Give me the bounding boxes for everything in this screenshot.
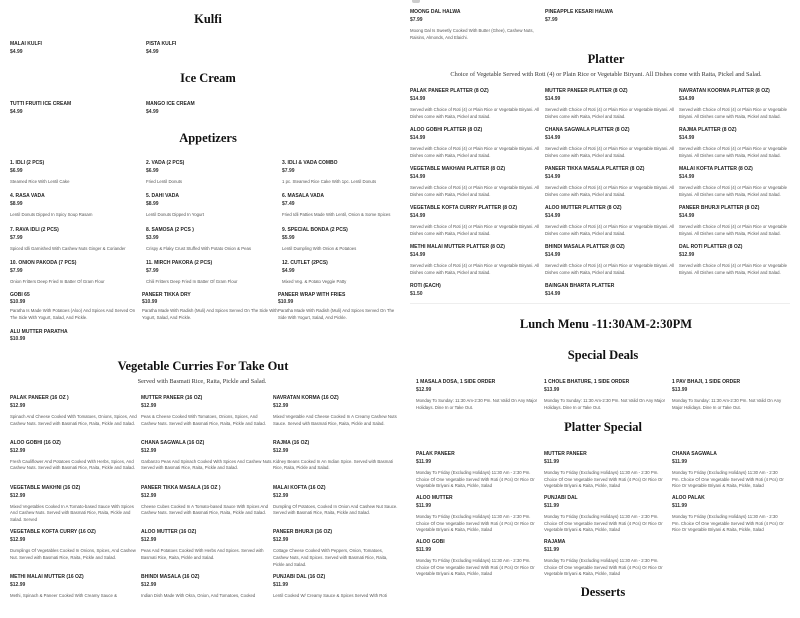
item-description: Peas And Potatoes Cooked With Herbs And Spices. Served with Basmati Rice, Raita, Pickle and Salad. <box>141 548 264 560</box>
menu-item <box>410 243 545 282</box>
item-price: $14.99 <box>410 96 426 102</box>
menu-item <box>679 87 791 126</box>
section-title-appetizers: Appetizers <box>179 131 237 145</box>
menu-item <box>672 378 784 418</box>
menu-item <box>10 439 141 484</box>
item-description: Lentil Dumpling With Onion & Potatoes <box>282 245 357 251</box>
item-price: $14.99 <box>545 135 561 142</box>
menu-item <box>10 484 141 529</box>
menu-item <box>679 126 791 165</box>
menu-item <box>141 484 273 529</box>
item-price: $12.99 <box>141 582 157 589</box>
menu-item <box>679 165 791 204</box>
item-price: $7.49 <box>282 201 295 208</box>
item-price: $7.99 <box>410 17 423 23</box>
item-description: Lentil Donuts Dipped In Yogurt <box>146 212 205 218</box>
item-price: $11.99 <box>672 503 688 509</box>
item-name: TUTTI FRUITI ICE CREAM <box>10 101 72 107</box>
menu-item <box>410 126 545 165</box>
kulfi-list <box>10 40 282 60</box>
menu-item <box>545 204 679 243</box>
item-price: $14.99 <box>679 96 695 102</box>
section-title-ice-cream: Ice Cream <box>180 71 236 85</box>
item-name: ALOO GOBHI (16 OZ) <box>10 439 61 446</box>
item-description: Mixed Veg. & Potato Veggie Patty <box>282 279 347 285</box>
item-price: $12.99 <box>10 537 26 544</box>
appetizers-list <box>10 159 400 293</box>
item-price: $5.99 <box>282 234 295 241</box>
menu-item <box>273 439 398 484</box>
item-price: $14.99 <box>679 213 695 220</box>
item-price: $14.99 <box>410 135 426 142</box>
item-description: Monday To Sunday: 11:30 Am-2:30 Pm. Not Valid On Any Major Holidays. Dine In or Take Out. <box>672 398 782 410</box>
menu-item <box>10 159 146 192</box>
item-price: $12.99 <box>273 403 289 409</box>
menu-item <box>544 378 672 418</box>
item-name: 5. DAHI VADA <box>146 193 179 200</box>
item-name: 8. SAMOSA (2 PCS ) <box>146 226 194 233</box>
item-name: MALAI KOFTA PLATTER (8 OZ) <box>679 166 753 173</box>
section-title-lunch-menu: Lunch Menu -11:30AM-2:30PM <box>519 317 693 331</box>
item-name: METHI MALAI MUTTER PLATTER (8 OZ) <box>410 244 505 251</box>
item-price: $13.99 <box>672 387 688 393</box>
menu-item <box>146 40 282 60</box>
menu-item <box>146 159 282 192</box>
curries-list <box>10 394 398 618</box>
item-price: $11.99 <box>416 459 432 465</box>
section-title-special-deals: Special Deals <box>567 348 639 362</box>
menu-item <box>410 87 545 126</box>
menu-item <box>672 494 784 538</box>
item-description: Mixed Vegetable And Cheese Cooked In A Creamy Cashew Nuts Sauce. Served with Basmati Rice, Raita, Pickle and Salad. <box>273 414 397 426</box>
item-price: $12.99 <box>10 582 26 589</box>
item-price: $11.99 <box>416 547 432 553</box>
item-description: Monday To Sunday: 11:30 Am-2:30 Pm. Not Valid On Any Major Holidays. Dine In or Take Out. <box>544 398 666 410</box>
item-description: Cottage Cheese Cooked With Peppers, Onion, Tomatoes, Cashew Nuts, And Spices. Served with Basmati Rice, Raita, Pickle and Salad. <box>273 548 388 567</box>
item-name: METHI MALAI MUTTER (16 OZ) <box>10 574 84 581</box>
item-description: Monday To Friday (Excluding Holidays) 11:30 Am - 2:30 Pm. Choice Of One Vegetable Served With Roti (4 Pcs) Or Rice Or Vegetable Briyani & Raita, Pickle, Salad <box>416 558 535 577</box>
item-name: 1 CHOLE BHATURE, 1 SIDE ORDER <box>544 379 630 385</box>
item-price: $1.50 <box>410 291 423 298</box>
menu-item <box>273 528 398 573</box>
menu-item <box>141 394 273 439</box>
item-price: $14.99 <box>410 213 426 220</box>
special-deals-list <box>416 378 784 418</box>
item-price: $12.99 <box>141 447 157 454</box>
item-price: $14.99 <box>545 96 561 102</box>
section-title-platter: Platter <box>587 52 625 66</box>
platter-list <box>410 87 791 322</box>
item-price: $4.99 <box>146 109 159 115</box>
section-title-desserts: Desserts <box>580 585 626 599</box>
item-description: Served with Choice of Roti (4) or Plain Rice or Vegetable Biryani. All Dishes come with Raita, Pickel and Salad. <box>545 146 675 158</box>
item-price: $14.99 <box>545 252 561 259</box>
item-name: PALAK PANEER PLATTER (8 OZ) <box>410 88 489 94</box>
item-name: PUNJABI DAL <box>544 495 578 501</box>
menu-item <box>273 484 398 529</box>
item-name: ALOO GOBHI PLATTER (8 OZ) <box>410 127 483 134</box>
item-description: Fried Lentil Donuts <box>146 179 183 184</box>
item-price: $12.99 <box>10 447 26 454</box>
item-price: $3.99 <box>146 234 159 241</box>
item-description: Served with Choice of Roti (4) or Plain Rice or Vegetable Biryani. All Dishes come with Raita, Pickel and Salad. <box>679 263 787 275</box>
item-name: MUTTER PANEER (16 OZ) <box>141 395 203 401</box>
item-price: $13.99 <box>544 387 560 393</box>
item-description: Served with Choice of Roti (4) or Plain Rice or Vegetable Biryani. All Dishes come with Raita, Pickel and Salad. <box>410 146 540 158</box>
item-name: PALAK PANEER (16 OZ ) <box>10 395 69 401</box>
item-name: 12. CUTLET (2PCS) <box>282 260 328 267</box>
item-price: $12.99 <box>141 403 157 409</box>
item-name: MUTTER PANEER <box>544 451 587 457</box>
item-price: $12.99 <box>10 492 26 499</box>
item-name: PANEER BHURJI PLATTER (8 OZ) <box>679 205 760 212</box>
item-name: MANGO ICE CREAM <box>146 101 195 107</box>
item-price: $10.99 <box>278 299 294 305</box>
item-name: 11. MIRCH PAKORA (2 PCS) <box>146 260 213 267</box>
item-name: MALAI KULFI <box>10 41 42 47</box>
item-price: $12.99 <box>679 252 695 259</box>
item-name: 2. VADA (2 PCS) <box>146 160 185 166</box>
item-description: Indian Dish Made With Okra, Onion, And Tomatoes, Cooked <box>141 593 256 599</box>
item-name: PANEER TIKKA MASALA PLATTER (8 OZ) <box>545 166 645 173</box>
item-name: CHANA SAGWALA (16 OZ) <box>141 439 205 446</box>
item-price: $7.99 <box>282 168 295 174</box>
item-description: Served with Choice of Roti (4) or Plain Rice or Vegetable Biryani. All Dishes come with Raita, Pickel and Salad. <box>545 224 675 236</box>
item-price: $11.99 <box>544 503 560 509</box>
item-name: RAJMA (16 OZ) <box>273 439 310 446</box>
item-price: $7.99 <box>545 17 558 23</box>
item-name: ROTI (EACH) <box>410 283 441 290</box>
menu-item <box>545 126 679 165</box>
item-description: Served with Choice of Roti (4) or Plain Rice or Vegetable Biryani. All Dishes come with Raita, Pickel and Salad. <box>410 263 540 275</box>
item-price: $8.99 <box>146 201 159 208</box>
menu-item <box>545 243 679 282</box>
item-name: ALOO MUTTER PLATTER (8 OZ) <box>545 205 622 212</box>
item-price: $11.99 <box>672 459 688 465</box>
item-description: Monday To Friday (Excluding Holidays) 11:30 Am - 2:30 Pm. Choice Of One Vegetable Served With Roti (4 Pcs) Or Rice Or Vegetable Briyani & Raita, Pickle, Salad <box>672 514 784 533</box>
item-name: NAVRATAN KOORMA PLATTER (8 OZ) <box>679 88 770 94</box>
menu-item <box>142 292 278 329</box>
menu-item <box>10 40 146 60</box>
menu-item <box>672 450 784 494</box>
item-description: Monday To Friday (Excluding Holidays) 11:30 Am - 2:30 Pm. Choice Of One Vegetable Served With Roti (4 Pcs) Or Rice Or Vegetable Briyani & Raita, Pickle, Salad <box>416 514 535 533</box>
item-description: Dumplings Of Vegetables Cooked In Onions, Spices, And Cashew Nut. Served with Basmati Rice, Raita, Pickle and Salad. <box>10 548 136 560</box>
item-price: $12.99 <box>273 492 289 499</box>
item-description: Monday To Friday (Excluding Holidays) 11:30 Am - 2:30 Pm. Choice Of One Vegetable Served With Roti (4 Pcs) Or Rice Or Vegetable Briyani & Raita, Pickle, Salad <box>544 558 663 577</box>
item-price: $4.99 <box>10 49 23 55</box>
item-name: PANEER TIKKA DRY <box>142 292 191 298</box>
menu-item <box>10 100 146 120</box>
item-name: BHINDI MASALA PLATTER (8 OZ) <box>545 244 625 251</box>
item-description: Served with Choice of Roti (4) or Plain Rice or Vegetable Biryani. All Dishes come with Raita, Pickel and Salad. <box>679 185 787 197</box>
menu-item <box>410 8 545 48</box>
item-name: VEGETABLE MAKHNI (16 OZ) <box>10 484 81 491</box>
dessert-image-icon <box>412 0 420 3</box>
item-description: Spiced Idli Garnished With Cashew Nuts Ginger & Coriander <box>10 245 126 251</box>
menu-item <box>141 439 273 484</box>
item-name: 6. MASALA VADA <box>282 193 324 200</box>
item-price: $11.99 <box>273 582 289 589</box>
menu-item <box>679 243 791 282</box>
item-description: Monday To Sunday: 11:30 Am-2:30 Pm. Not Valid On Any Major Holidays. Dine In or Take Out. <box>416 398 538 410</box>
item-description: Steamed Rice With Lentil Cake <box>10 179 70 184</box>
item-price: $12.99 <box>10 403 26 409</box>
menu-item <box>273 573 398 618</box>
item-price: $7.99 <box>10 268 23 275</box>
item-price: $12.99 <box>273 447 289 454</box>
item-price: $7.99 <box>10 234 23 241</box>
item-price: $4.99 <box>282 268 295 275</box>
item-price: $7.99 <box>146 268 159 275</box>
item-name: BHINDI MASALA (16 OZ) <box>141 574 200 581</box>
item-price: $8.99 <box>10 201 23 208</box>
menu-item <box>544 538 672 582</box>
menu-item <box>282 192 400 225</box>
menu-item <box>146 100 282 120</box>
item-description: Methi, Spinach & Paneer Cooked With Creamy Sauce & <box>10 593 117 599</box>
menu-item <box>416 450 544 494</box>
item-description: Cheese Cubes Cooked In A Tomato-based Sauce With Spices And Cashew Nuts. Served with Basmati Rice, Raita, Pickle and Salad. <box>141 503 268 516</box>
item-name: 10. ONION PAKODA (7 PCS) <box>10 260 77 267</box>
section-title-kulfi: Kulfi <box>194 12 222 26</box>
item-description: Served with Choice of Roti (4) or Plain Rice or Vegetable Biryani. All Dishes come with Raita, Pickel and Salad. <box>545 185 675 197</box>
menu-item <box>282 226 400 259</box>
item-description: Served with Choice of Roti (4) or Plain Rice or Vegetable Biryani. All Dishes come with Raita, Pickel and Salad. <box>410 224 540 236</box>
item-name: PUNJABI DAL (16 OZ) <box>273 574 326 581</box>
item-name: 1 MASALA DOSA, 1 SIDE ORDER <box>416 379 496 385</box>
menu-item <box>544 494 672 538</box>
menu-item <box>545 87 679 126</box>
item-description: Dumpling Of Potatoes, Cooked In Onion And Cashew Nut Sauce. Served with Basmati Rice, Raita, Pickle and Salad. <box>273 503 398 516</box>
item-description: Served with Choice of Roti (4) or Plain Rice or Vegetable Biryani. All Dishes come with Raita, Pickel and Salad. <box>545 107 675 119</box>
item-name: RAJAMA <box>544 539 566 545</box>
menu-item <box>545 165 679 204</box>
item-price: $4.99 <box>146 49 159 55</box>
item-price: $12.99 <box>141 537 157 544</box>
item-description: Fresh Cauliflower And Potatoes Cooked With Herbs, Spices, And Cashew Nuts. Served with Basmati Rice, Raita, Pickle and Salad. <box>10 458 135 471</box>
menu-item <box>544 450 672 494</box>
item-name: BAINGAN BHARTA PLATTER <box>545 283 615 290</box>
item-name: PANEER TIKKA MASALA (16 OZ ) <box>141 484 221 491</box>
section-subtitle-platter: Choice of Vegetable Served with Roti (4) or Plain Rice or Vegetable Biryani. All Dishes come with Raita, Pickel and Salad. <box>450 71 762 78</box>
item-name: CHANA SAGWALA PLATTER (8 OZ) <box>545 127 630 134</box>
item-price: $10.99 <box>10 336 26 342</box>
item-description: Monday To Friday (Excluding Holidays) 11:30 Am - 2:30 Pm. Choice Of One Vegetable Served With Roti (4 Pcs) Or Rice Or Vegetable Briyani & Raita, Pickle, Salad <box>416 470 535 489</box>
menu-item <box>416 538 544 582</box>
item-description: Served with Choice of Roti (4) or Plain Rice or Vegetable Biryani. All Dishes come with Raita, Pickel and Salad. <box>410 107 540 119</box>
item-price: $14.99 <box>679 174 695 181</box>
menu-item <box>10 292 142 329</box>
item-price: $12.99 <box>141 492 157 499</box>
item-description: Monday To Friday (Excluding Holidays) 11:30 Am - 2:30 Pm. Choice Of One Vegetable Served With Roti (4 Pcs) Or Rice Or Vegetable Briyani & Raita, Pickle, Salad <box>672 470 784 489</box>
section-subtitle-vegetable-curries: Served with Basmati Rice, Raita, Pickle and Salad. <box>137 378 267 385</box>
item-description: Lentil Donuts Dipped In Spicy Soup Rasam <box>10 212 93 218</box>
item-description: Crispy & Flaky Crust Stuffed With Potato Onion & Peas <box>146 245 251 251</box>
item-name: ALOO MUTTER (16 OZ) <box>141 529 197 536</box>
item-price: $14.99 <box>545 291 561 298</box>
item-name: 3. IDLI & VADA COMBO <box>282 160 338 166</box>
menu-item <box>10 226 146 259</box>
item-name: VEGETABLE KOFTA CURRY PLATTER (8 OZ) <box>410 205 518 212</box>
menu-item <box>146 226 282 259</box>
menu-item <box>146 192 282 225</box>
item-price: $14.99 <box>410 252 426 259</box>
item-name: 1 PAV BHAJI, 1 SIDE ORDER <box>672 379 741 385</box>
menu-item <box>545 8 680 48</box>
item-name: VEGETABLE MAKHANI PLATTER (8 OZ) <box>410 166 506 173</box>
item-name: NAVRATAN KORMA (16 OZ) <box>273 395 339 401</box>
item-description: Garbanzo Peas And Spinach Cooked With Spices And Cashew Nuts. Served with Basmati Rice, Raita, Pickle and Salad. <box>141 458 273 471</box>
menu-item <box>141 573 273 618</box>
item-description: Spinach And Cheese Cooked With Tomatoes, Onions, Spices, And Cashew Nuts. Served with Basmati Rice, Raita, Pickle and Salad. <box>10 414 137 426</box>
item-description: Fried Idli Patties Made With Lentil, Onion & Some Spices <box>282 212 391 218</box>
menu-item <box>282 259 400 292</box>
item-name: 9. SPECIAL BONDA (2 PCS) <box>282 226 348 233</box>
item-description: Onion Fritters Deep Fried In Batter Of Gram Flour <box>10 279 105 285</box>
ice-cream-list <box>10 100 282 120</box>
menu-item <box>278 292 400 329</box>
item-price: $14.99 <box>545 213 561 220</box>
section-title-platter-special: Platter Special <box>564 420 642 434</box>
item-description: Paratha Is Made With Potatoes (Aloo) And Spices And Served On The Side With Yogurt, Salad, And Pickle. <box>10 308 136 320</box>
item-name: ALOO MUTTER <box>416 495 453 501</box>
item-description: Served with Choice of Roti (4) or Plain Rice or Vegetable Biryani. All Dishes come with Raita, Pickel and Salad. <box>545 263 675 275</box>
item-name: PINEAPPLE KESARI HALWA <box>545 9 614 15</box>
menu-item <box>282 159 400 192</box>
item-description: Peas & Cheese Cooked With Tomatoes, Onions, Spices, And Cashew Nuts. Served with Basmati Rice, Raita, Pickle and Salad. <box>141 414 266 426</box>
menu-item <box>410 165 545 204</box>
item-description: Monday To Friday (Excluding Holidays) 11:30 Am - 2:30 Pm. Choice Of One Vegetable Served With Roti (4 Pcs) Or Rice Or Vegetable Briyani & Raita, Pickle, Salad <box>544 470 663 489</box>
item-name: 7. RAVA IDLI (2 PCS) <box>10 226 59 233</box>
item-price: $14.99 <box>410 174 426 181</box>
paratha-list <box>10 292 400 366</box>
item-name: ALOO PALAK <box>672 495 705 501</box>
item-description: Moong Dal Is Sweetly Cooked With Butter (Ghee), Cashew Nuts, Raisins, Almonds, And Elaichi. <box>410 28 534 40</box>
menu-item <box>679 204 791 243</box>
platter-special-list <box>416 450 784 582</box>
item-name: GOBI 65 <box>10 292 30 298</box>
section-title-vegetable-curries: Vegetable Curries For Take Out <box>117 359 289 373</box>
item-description: Paratha Made With Radish (Muli) And Spices Served On The Side With Yogurt, Salad, And Pickle. <box>142 308 278 320</box>
item-name: PANEER WRAP WITH FRIES <box>278 292 346 298</box>
item-description: Lentil Cooked W/ Creamy Sauce & Spices Served With Roti <box>273 593 387 599</box>
item-name: RAJMA PLATTER (8 OZ) <box>679 127 737 134</box>
item-name: 1. IDLI (2 PCS) <box>10 160 45 166</box>
item-name: ALOO GOBI <box>416 539 445 545</box>
item-description: Paratha Made With Radish (Muli) And Spices Served On The Side With Yogurt, Salad, And Pickle. <box>278 308 395 320</box>
item-name: VEGETABLE KOFTA CURRY (16 OZ) <box>10 529 96 536</box>
menu-item <box>416 378 544 418</box>
item-name: CHANA SAGWALA <box>672 451 717 457</box>
item-description: 1 pc. Steamed Rice Cake With 1pc. Lentil Donuts <box>282 179 377 184</box>
menu-item <box>10 394 141 439</box>
item-price: $14.99 <box>545 174 561 181</box>
item-price: $10.99 <box>10 299 26 305</box>
section-divider <box>410 303 790 304</box>
item-name: DAL ROTI PLATTER (8 OZ) <box>679 244 743 251</box>
menu-item <box>141 528 273 573</box>
item-description: Served with Choice of Roti (4) or Plain Rice or Vegetable Biryani. All Dishes come with Raita, Pickel and Salad. <box>410 185 540 197</box>
item-price: $14.99 <box>679 135 695 142</box>
item-price: $12.99 <box>273 537 289 544</box>
halwa-list <box>410 8 680 48</box>
menu-item <box>10 259 146 292</box>
item-name: PALAK PANEER <box>416 451 455 457</box>
item-description: Served with Choice of Roti (4) or Plain Rice or Vegetable Biryani. All Dishes come with Raita, Pickel and Salad. <box>679 146 787 158</box>
menu-item <box>273 394 398 439</box>
menu-item <box>10 192 146 225</box>
item-name: MOONG DAL HALWA <box>410 9 461 15</box>
item-price: $6.99 <box>10 168 23 174</box>
item-description: Chili Fritters Deep Fried In Batter Of Gram Flour <box>146 279 238 285</box>
menu-item <box>416 494 544 538</box>
item-name: ALU MUTTER PARATHA <box>10 329 68 335</box>
menu-item <box>10 573 141 618</box>
item-price: $4.99 <box>10 109 23 115</box>
item-price: $6.99 <box>146 168 159 174</box>
item-price: $11.99 <box>544 547 560 553</box>
item-price: $12.99 <box>416 387 432 393</box>
item-price: $11.99 <box>416 503 432 509</box>
item-price: $10.99 <box>142 299 158 305</box>
item-description: Kidney Beans Cooked In An Indian Spice. Served with Basmati Rice, Raita, Pickle and Salad. <box>273 458 393 471</box>
item-name: MUTTER PANEER PLATTER (8 OZ) <box>545 88 628 94</box>
menu-item <box>10 528 141 573</box>
item-description: Served with Choice of Roti (4) or Plain Rice or Vegetable Biryani. All Dishes come with Raita, Pickel and Salad. <box>679 224 787 236</box>
menu-item <box>146 259 282 292</box>
item-description: Served with Choice of Roti (4) or Plain Rice or Vegetable Biryani. All Dishes come with Raita, Pickel and Salad. <box>679 107 787 119</box>
item-description: Monday To Friday (Excluding Holidays) 11:30 Am - 2:30 Pm. Choice Of One Vegetable Served With Roti (4 Pcs) Or Rice Or Vegetable Briyani & Raita, Pickle, Salad <box>544 514 663 533</box>
item-name: PISTA KULFI <box>146 41 177 47</box>
item-name: MALAI KOFTA (16 OZ) <box>273 484 326 491</box>
item-name: PANEER BHURJI (16 OZ) <box>273 529 333 536</box>
item-name: 4. RASA VADA <box>10 193 45 200</box>
menu-item <box>410 204 545 243</box>
item-price: $11.99 <box>544 459 560 465</box>
item-description: Mixed Vegetables Cooked In A Tomato-based Sauce With Spices And Cashew Nuts. Served with Basmati Rice, Raita, Pickle and Salad. Served <box>10 503 134 522</box>
